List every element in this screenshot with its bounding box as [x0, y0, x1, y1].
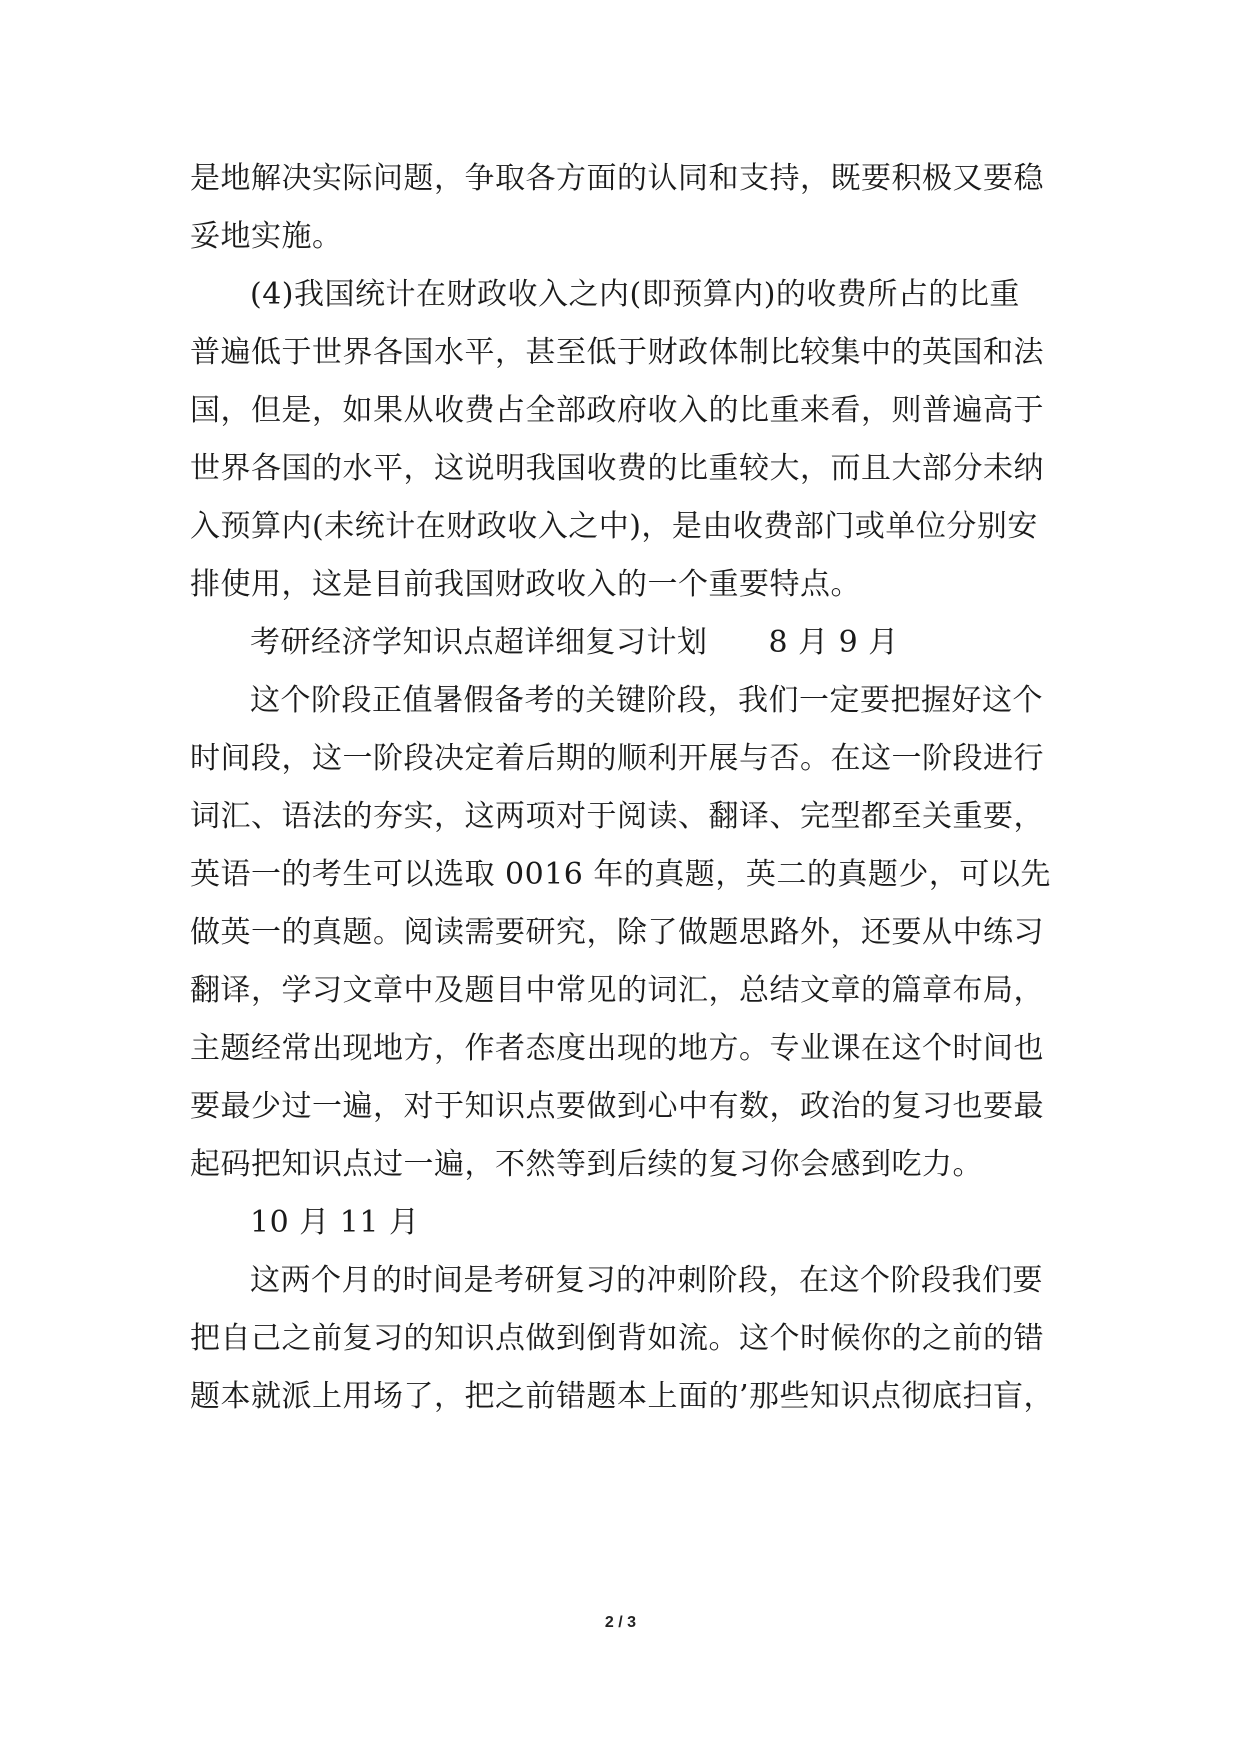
- body-line: 翻译，学习文章中及题目中常见的词汇，总结文章的篇章布局，: [190, 973, 1044, 1008]
- body-line: 世界各国的水平，这说明我国收费的比重较大，而且大部分未纳: [190, 451, 1044, 486]
- body-line: 英语一的考生可以选取 0016 年的真题，英二的真题少，可以先: [190, 857, 1051, 892]
- body-line: 普遍低于世界各国水平，甚至低于财政体制比较集中的英国和法: [190, 335, 1044, 370]
- body-line: 排使用，这是目前我国财政收入的一个重要特点。: [190, 567, 861, 602]
- document-body: [190, 150, 1060, 1426]
- paragraph-start-line: 这个阶段正值暑假备考的关键阶段，我们一定要把握好这个: [250, 683, 1043, 718]
- body-line: 时间段，这一阶段决定着后期的顺利开展与否。在这一阶段进行: [190, 741, 1044, 776]
- body-line: 妥地实施。: [190, 219, 343, 254]
- body-line: 是地解决实际问题，争取各方面的认同和支持，既要积极又要稳: [190, 161, 1044, 196]
- body-line: 主题经常出现地方，作者态度出现的地方。专业课在这个时间也: [190, 1031, 1044, 1066]
- body-line: 词汇、语法的夯实，这两项对于阅读、翻译、完型都至关重要，: [190, 799, 1044, 834]
- paragraph-start-line: (4)我国统计在财政收入之内(即预算内)的收费所占的比重: [250, 277, 1020, 312]
- body-line: 要最少过一遍，对于知识点要做到心中有数，政治的复习也要最: [190, 1089, 1044, 1124]
- body-line: 起码把知识点过一遍，不然等到后续的复习你会感到吃力。: [190, 1147, 983, 1182]
- section-heading: 10 月 11 月: [250, 1205, 420, 1240]
- body-line: 做英一的真题。阅读需要研究，除了做题思路外，还要从中练习: [190, 915, 1044, 950]
- page-number: 2 / 3: [604, 1614, 637, 1631]
- paragraph-start-line: 这两个月的时间是考研复习的冲刺阶段，在这个阶段我们要: [250, 1263, 1043, 1298]
- body-line: 入预算内(未统计在财政收入之中)，是由收费部门或单位分别安: [190, 509, 1038, 544]
- body-line: 国，但是，如果从收费占全部政府收入的比重来看，则普遍高于: [190, 393, 1044, 428]
- body-line: 题本就派上用场了，把之前错题本上面的’那些知识点彻底扫盲，: [190, 1379, 1055, 1414]
- section-heading: 考研经济学知识点超详细复习计划 8 月 9 月: [250, 625, 899, 660]
- body-line: 把自己之前复习的知识点做到倒背如流。这个时候你的之前的错: [190, 1321, 1044, 1356]
